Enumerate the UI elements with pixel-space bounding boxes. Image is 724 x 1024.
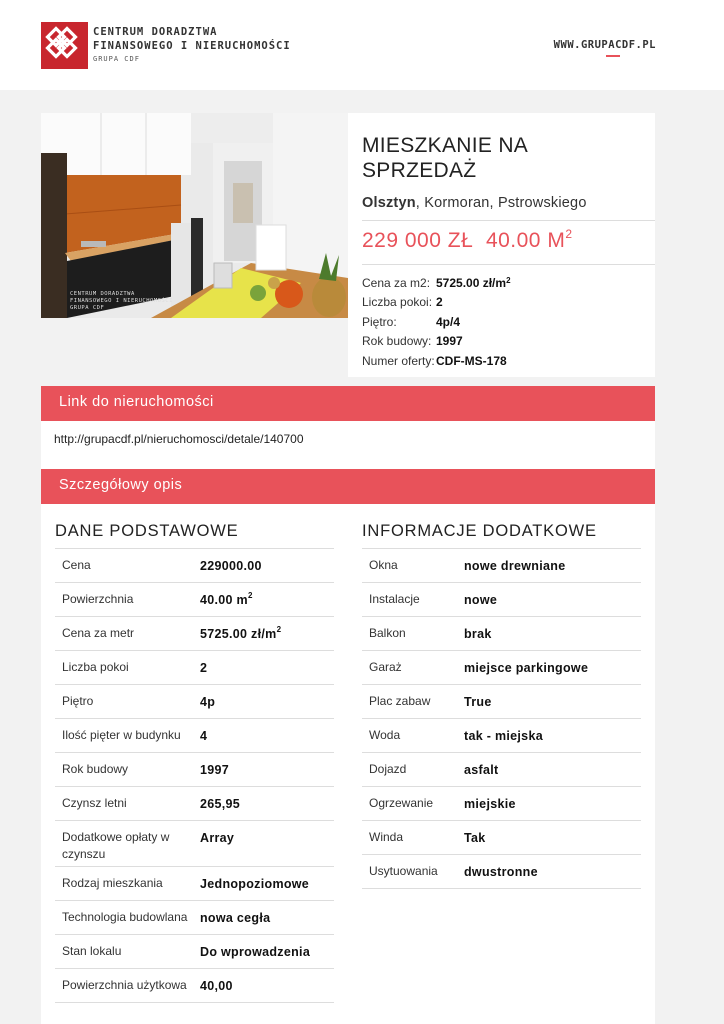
table-row [55,684,334,718]
table-row [55,786,334,820]
row-value [464,795,516,811]
fact-row [362,351,511,371]
table-row [55,548,334,582]
fact-value [436,315,460,329]
row-value [200,977,233,993]
website-underline [606,55,620,57]
fact-value-text: 5725.00 zł/m [436,275,507,290]
row-value [464,557,565,573]
row-value-text: 5725.00 zł/m [200,627,277,641]
row-value [464,659,588,675]
fact-label: Rok budowy: [362,334,432,349]
row-label: Instalacje [369,592,420,606]
brand-line-3: GRUPA CDF [93,55,140,63]
row-value [464,863,538,879]
description-heading: Szczegółowy opis [41,469,655,504]
basic-data-table [55,548,334,1003]
row-label: Garaż [369,660,402,674]
table-row [362,820,641,854]
table-row [362,752,641,786]
table-row [55,968,334,1002]
row-label: Plac zabaw [369,694,431,708]
extra-info-title: INFORMACJE DODATKOWE [362,522,597,540]
description-body [41,504,655,1024]
table-row [55,582,334,616]
table-row [362,582,641,616]
divider [362,220,655,221]
property-url[interactable]: http://grupacdf.pl/nieruchomosci/detale/140700 [54,432,304,446]
row-value [200,761,229,777]
divider [362,264,655,265]
offer-facts [362,273,511,371]
row-label: Rok budowy [62,762,129,776]
row-value-text: Do wprowadzenia [200,945,311,959]
row-label: Dojazd [369,762,407,776]
row-value-text: 1997 [200,763,230,777]
offer-price-area [362,229,573,253]
fact-row [362,273,511,293]
row-value [200,557,262,573]
table-row [55,820,334,866]
watermark-line-3: GRUPA CDF [70,305,105,311]
table-row [55,866,334,900]
website-link[interactable]: WWW.GRUPACDF.PL [553,39,656,51]
brand-name [93,25,291,65]
fact-row [362,293,511,313]
row-value-text: 4p [200,695,216,709]
row-value-text: brak [464,627,492,641]
fact-row [362,332,511,352]
offer-area-value: 40.00 M [485,229,566,252]
row-value-text: nowe [464,593,498,607]
row-label: Cena [62,558,91,572]
fact-value-text: 2 [436,295,443,310]
row-value-text: miejskie [464,797,516,811]
brand-line-2: FINANSOWEGO I NIERUCHOMOŚCI [93,40,291,52]
offer-location [362,195,587,211]
table-row [362,650,641,684]
row-value [200,909,270,925]
link-section-body [41,421,655,469]
row-value-text: True [464,695,492,709]
fact-label: Liczba pokoi: [362,295,433,310]
row-label: Stan lokalu [62,944,122,958]
row-value-text: 40,00 [200,979,233,993]
row-value-text: dwustronne [464,865,538,879]
row-value-text: 2 [200,661,208,675]
row-value-text: Array [200,831,235,845]
row-value [464,727,543,743]
offer-title: MIESZKANIE NA SPRZEDAŻ [362,134,527,182]
table-row [362,548,641,582]
row-value-sup: 2 [247,591,253,600]
row-label: Cena za metr [62,626,135,640]
row-label: Ilość pięter w budynku [62,728,181,742]
row-value-text: miejsce parkingowe [464,661,589,675]
row-value [200,659,207,675]
row-label: Dodatkowe opłaty w czynszu [62,830,170,861]
table-row [55,616,334,650]
row-value-text: Jednopoziomowe [200,877,310,891]
row-label: Czynsz letni [62,796,127,810]
row-value [200,591,253,607]
row-label: Ogrzewanie [369,796,434,810]
row-value-text: nowa cegła [200,911,271,925]
row-label: Liczba pokoi [62,660,129,674]
table-row [362,854,641,888]
location-details: , Kormoran, Pstrowskiego [415,195,587,211]
company-logo[interactable] [41,22,88,69]
location-city: Olsztyn [362,195,416,211]
table-row [55,718,334,752]
row-value [200,693,215,709]
fact-value [436,276,511,290]
page-header [0,0,724,90]
row-label: Technologia budowlana [62,910,188,924]
basic-data-title: DANE PODSTAWOWE [55,522,239,540]
fact-value-text: CDF-MS-178 [436,353,507,368]
fact-row [362,312,511,332]
fact-value-sup: 2 [506,275,511,285]
offer-area [486,229,573,252]
table-row [362,616,641,650]
table-row [362,786,641,820]
row-label: Usytuowania [369,864,438,878]
row-label: Piętro [62,694,94,708]
row-value [464,625,492,641]
table-row [55,900,334,934]
row-label: Okna [369,558,398,572]
row-value [200,625,281,641]
row-value-text: Tak [464,831,486,845]
row-value-text: 229000.00 [200,559,262,573]
row-value [200,829,234,845]
offer-area-unit-sup: 2 [565,227,573,241]
table-row [55,650,334,684]
watermark-line-2: FINANSOWEGO I NIERUCHOMOŚCI [70,298,173,304]
row-label: Powierzchnia użytkowa [62,978,187,992]
offer-summary [348,113,655,377]
link-section-heading: Link do nieruchomości [41,386,655,421]
row-value-sup: 2 [276,625,282,634]
table-end-rule [362,888,641,889]
brand-line-1: CENTRUM DORADZTWA [93,26,218,38]
row-value [464,693,492,709]
table-row [55,752,334,786]
fact-value [436,354,507,368]
row-value [200,875,309,891]
fact-label: Piętro: [362,314,397,329]
fact-label: Cena za m2: [362,275,431,290]
row-value [464,761,498,777]
offer-price: 229 000 ZŁ [362,229,474,252]
row-label: Powierzchnia [62,592,134,606]
row-label: Woda [369,728,401,742]
fact-value-text: 4p/4 [436,314,461,329]
table-end-rule [55,1002,334,1003]
row-value [200,795,240,811]
row-label: Rodzaj mieszkania [62,876,163,890]
extra-info-table [362,548,641,889]
photo-watermark [70,291,173,312]
row-value [464,829,486,845]
table-row [362,684,641,718]
fact-value-text: 1997 [436,334,463,349]
table-row [55,934,334,968]
row-value-text: 40.00 m [200,593,248,607]
fact-value [436,295,443,309]
row-value [200,943,310,959]
watermark-line-1: CENTRUM DORADZTWA [70,291,135,297]
row-label: Winda [369,830,404,844]
table-row [362,718,641,752]
property-photo[interactable] [41,113,348,318]
row-value [464,591,497,607]
row-value-text: 265,95 [200,797,241,811]
row-value-text: nowe drewniane [464,559,566,573]
fact-label: Numer oferty: [362,353,435,368]
fact-value [436,334,463,348]
row-value-text: 4 [200,729,208,743]
row-value-text: asfalt [464,763,499,777]
row-label: Balkon [369,626,406,640]
row-value-text: tak - miejska [464,729,543,743]
row-value [200,727,207,743]
